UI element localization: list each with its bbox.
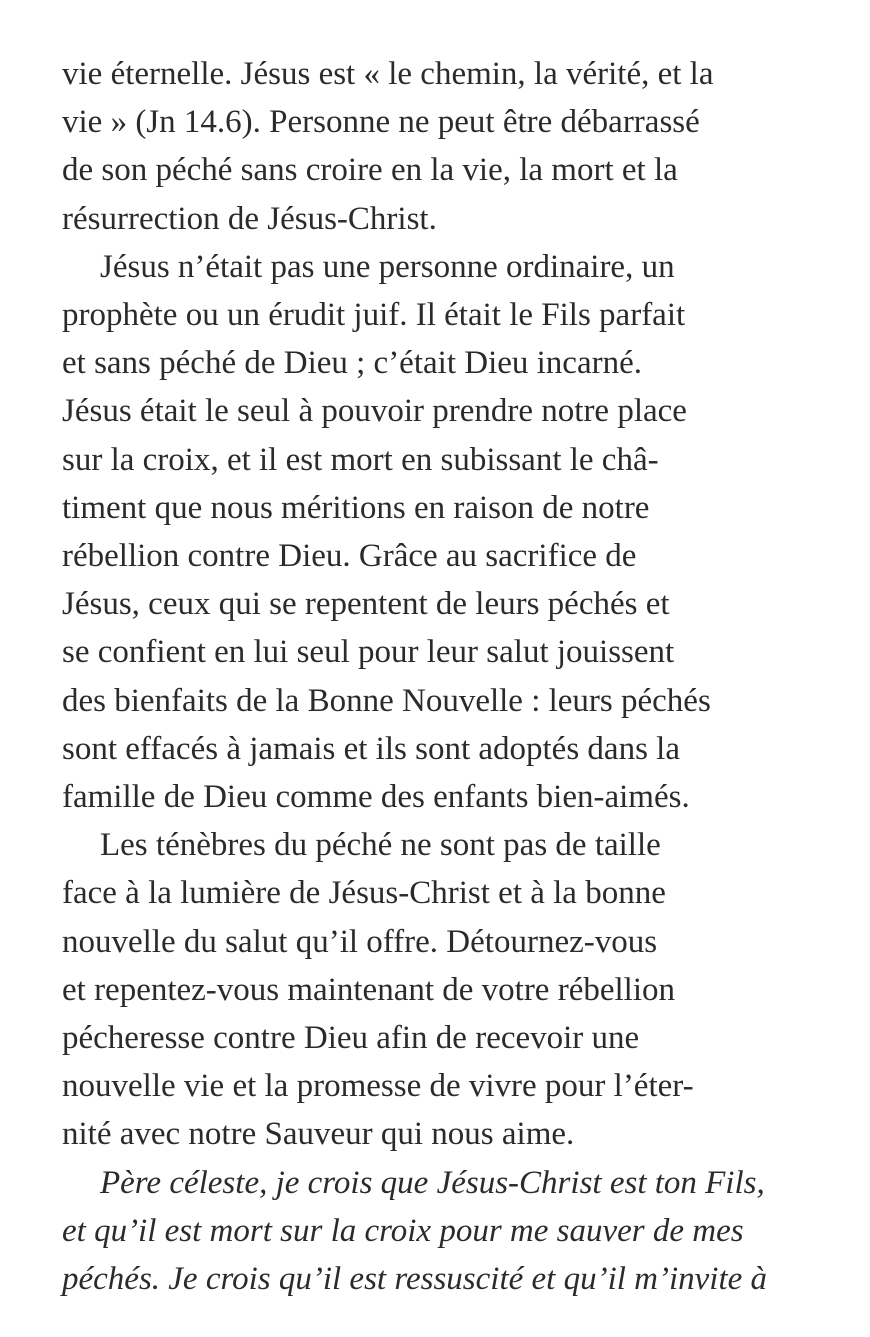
text-line: Jésus n’était pas une personne ordinaire, un	[100, 248, 675, 285]
text-line: nité avec notre Sauveur qui nous aime.	[62, 1116, 575, 1153]
text-line: Père céleste, je crois que Jésus-Christ est ton Fils,	[100, 1164, 765, 1201]
text-line: et sans péché de Dieu ; c’était Dieu incarné.	[62, 345, 642, 382]
text-line: nouvelle du salut qu’il offre. Détournez-vous	[62, 923, 658, 960]
text-line: vie éternelle. Jésus est « le chemin, la vérité, et la	[62, 56, 714, 92]
paragraph-3	[62, 821, 808, 1158]
text-line: Jésus était le seul à pouvoir prendre notre place	[62, 393, 687, 430]
text-line: des bienfaits de la Bonne Nouvelle : leurs péchés	[62, 682, 711, 719]
text-line: nouvelle vie et la promesse de vivre pour l’éter-	[62, 1068, 694, 1105]
text-line: et repentez-vous maintenant de votre rébellion	[62, 971, 675, 1008]
page-body	[62, 50, 808, 1303]
text-line: de son péché sans croire en la vie, la mort et la	[62, 152, 678, 189]
text-line: et qu’il est mort sur la croix pour me sauver de mes	[62, 1212, 744, 1249]
paragraph-1	[62, 50, 808, 243]
text-line: Les ténèbres du péché ne sont pas de taille	[100, 827, 661, 864]
text-line: vie » (Jn 14.6). Personne ne peut être débarrassé	[62, 104, 700, 141]
text-line: timent que nous méritions en raison de notre	[62, 489, 650, 526]
text-line: rébellion contre Dieu. Grâce au sacrifice de	[62, 538, 637, 575]
text-line: pécheresse contre Dieu afin de recevoir une	[62, 1020, 640, 1057]
text-line: prophète ou un érudit juif. Il était le Fils parfait	[62, 297, 686, 334]
paragraph-2	[62, 243, 808, 821]
text-line: face à la lumière de Jésus-Christ et à la bonne	[62, 875, 666, 912]
text-line: famille de Dieu comme des enfants bien-aimés.	[62, 779, 690, 816]
text-line: péchés. Je crois qu’il est ressuscité et qu’il m’invite à	[62, 1261, 768, 1298]
text-line: se confient en lui seul pour leur salut jouissent	[62, 634, 675, 671]
prayer-paragraph	[62, 1159, 808, 1304]
text-line: sont effacés à jamais et ils sont adoptés dans la	[62, 730, 680, 767]
text-line: résurrection de Jésus-Christ.	[62, 200, 437, 237]
text-line: sur la croix, et il est mort en subissant le châ-	[62, 441, 659, 478]
text-line: Jésus, ceux qui se repentent de leurs péchés et	[62, 586, 670, 623]
